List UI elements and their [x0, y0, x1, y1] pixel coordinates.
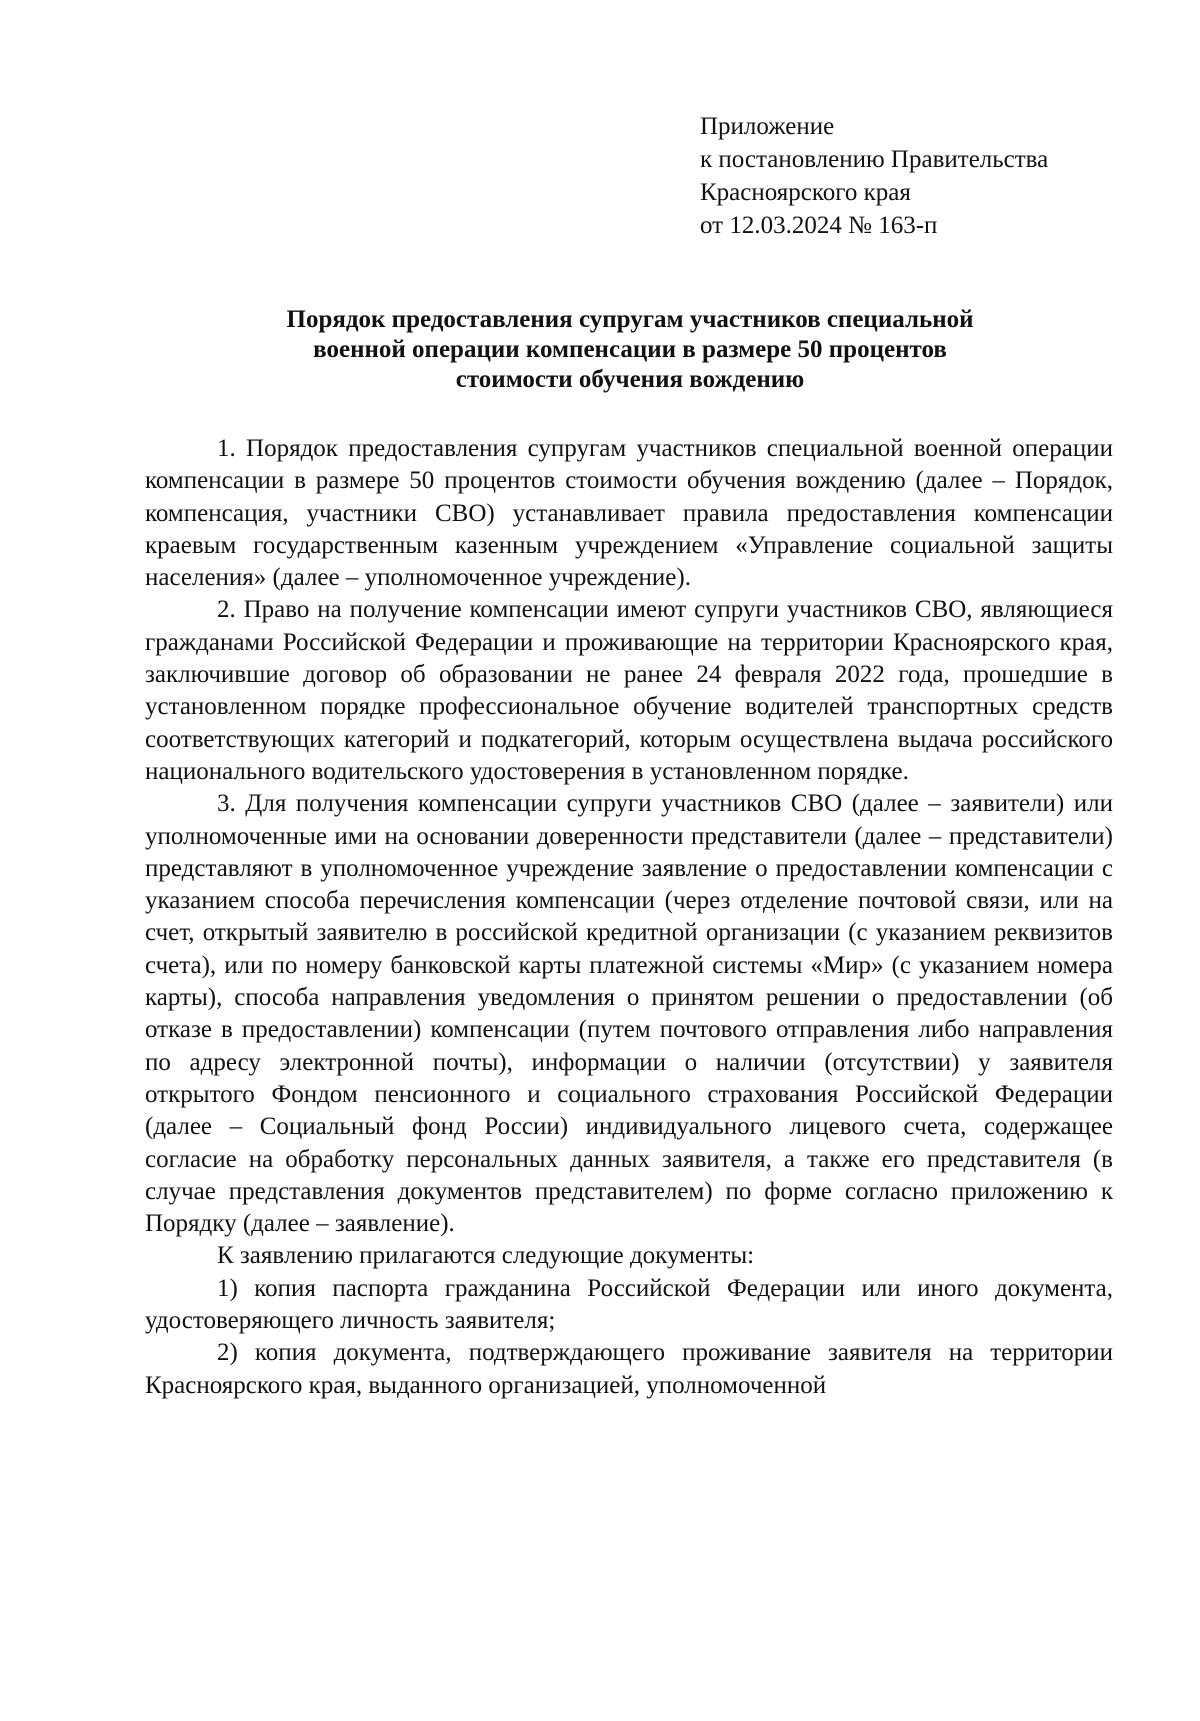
paragraph-attachments-intro: К заявлению прилагаются следующие документы:: [217, 1242, 755, 1270]
appendix-line: Красноярского края: [700, 179, 911, 206]
title-line: стоимости обучения вождению: [455, 366, 805, 393]
document-body: [145, 433, 1113, 1402]
paragraph-1: 1. Порядок предоставления супругам участников специальной военной операции компенсации в размере 50 процентов стоимости обучения вождению (далее – Порядок, компенсация, участники СВО) устанавливает правила предоставления компенсации краевым государственным казенным учреждением «Управление социальной защиты населения» (далее – уполномоченное учреждение).: [145, 435, 1113, 592]
list-item-2: 2) копия документа, подтверждающего проживание заявителя на территории Красноярского края, выданного организацией, уполномоченной: [145, 1339, 1113, 1399]
appendix-block: [700, 110, 1160, 242]
appendix-line: от 12.03.2024 № 163-п: [700, 212, 938, 239]
paragraph-2: 2. Право на получение компенсации имеют супруги участников СВО, являющиеся гражданами Российской Федерации и проживающие на территории Красноярского края, заключившие договор об образовании не ранее 24 февраля 2022 года, прошедшие в установленном порядке профессиональное обучение водителей транспортных средств соответствующих категорий и подкатегорий, которым осуществлена выдача российского национального водительского удостоверения в установленном порядке.: [145, 596, 1113, 785]
title-line: военной операции компенсации в размере 50 процентов: [313, 336, 947, 363]
title-line: Порядок предоставления супругам участников специальной: [286, 306, 974, 333]
paragraph-3: 3. Для получения компенсации супруги участников СВО (далее – заявители) или уполномоченные ими на основании доверенности представители (далее – представители) представляют в уполномоченное учреждение заявление о предоставлении компенсации с указанием способа перечисления компенсации (через отделение почтовой связи, или на счет, открытый заявителю в российской кредитной организации (с указанием реквизитов счета), или по номеру банковской карты платежной системы «Мир» (с указанием номера карты), способа направления уведомления о принятом решении о предоставлении (об отказе в предоставлении) компенсации (путем почтового отправления либо направления по адресу электронной почты), информации о наличии (отсутствии) у заявителя открытого Фондом пенсионного и социального страхования Российской Федерации (далее – Социальный фонд России) индивидуального лицевого счета, содержащее согласие на обработку персональных данных заявителя, а также его представителя (в случае представления документов представителем) по форме согласно приложению к Порядку (далее – заявление).: [145, 790, 1113, 1238]
appendix-line: Приложение: [700, 113, 835, 140]
document-title: [145, 305, 1115, 395]
appendix-line: к постановлению Правительства: [700, 146, 1049, 173]
list-item-1: 1) копия паспорта гражданина Российской Федерации или иного документа, удостоверяющего личность заявителя;: [145, 1274, 1113, 1335]
